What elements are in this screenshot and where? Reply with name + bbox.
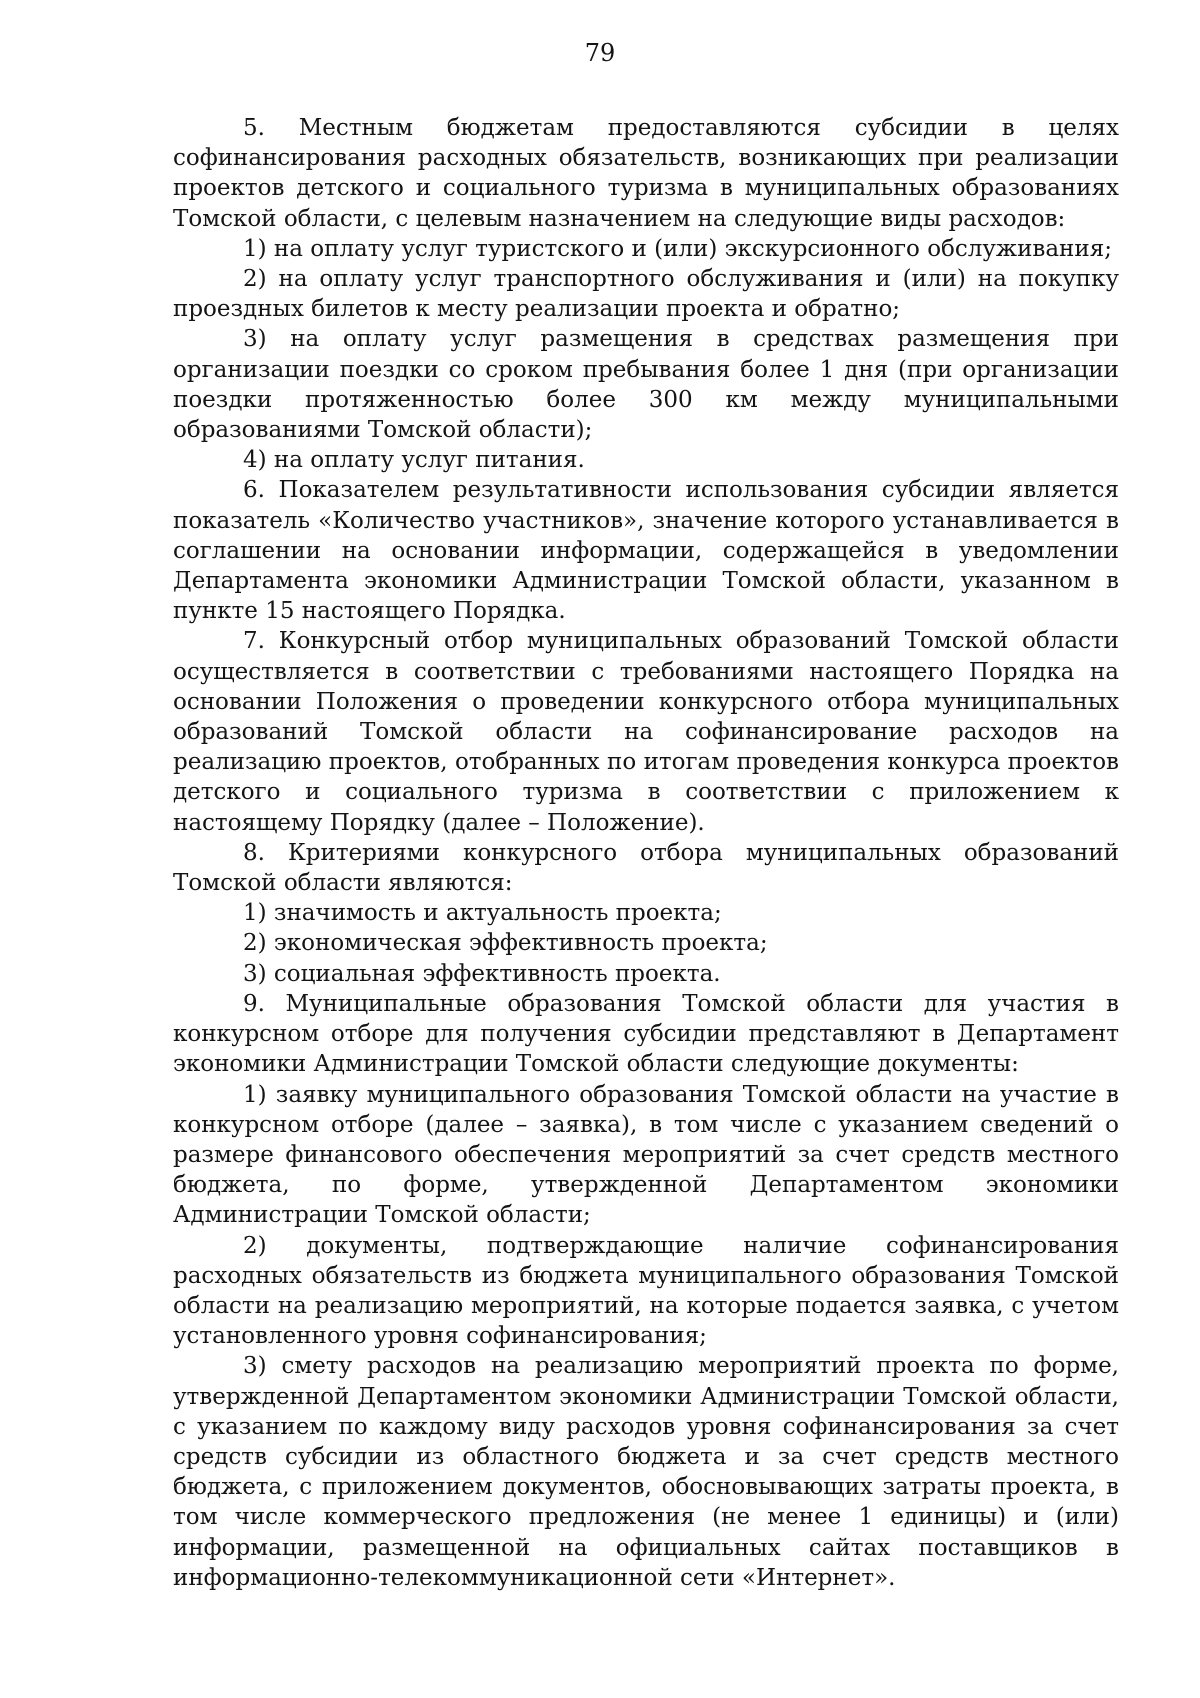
- paragraph-6: 6. Показателем результативности использования субсидии является показатель «Количество участников», значение которого устанавливается в соглашении на основании информации, содержащейся в уведомлении Департамента экономики Администрации Томской области, указанном в пункте 15 настоящего Порядка.: [173, 477, 1119, 625]
- paragraph-9-item-3: 3) смету расходов на реализацию мероприятий проекта по форме, утвержденной Департаментом экономики Администрации Томской области, с указанием по каждому виду расходов уровня софинансирования за счет средств субсидии из областного бюджета и за счет средств местного бюджета, с приложением документов, обосновывающих затраты проекта, в том числе коммерческого предложения (не менее 1 единицы) и (или) информации, размещенной на официальных сайтах поставщиков в информационно-телекоммуникационной сети «Интернет».: [173, 1353, 1119, 1591]
- paragraph-9-item-2: 2) документы, подтверждающие наличие софинансирования расходных обязательств из бюджета муниципального образования Томской области на реализацию мероприятий, на которые подается заявка, с учетом установленного уровня софинансирования;: [173, 1232, 1119, 1350]
- paragraph-9-item-1: 1) заявку муниципального образования Томской области на участие в конкурсном отборе (далее – заявка), в том числе с указанием сведений о размере финансового обеспечения мероприятий за счет средств местного бюджета, по форме, утвержденной Департаментом экономики Администрации Томской области;: [173, 1081, 1119, 1229]
- paragraph-5-item-4: 4) на оплату услуг питания.: [243, 447, 585, 474]
- paragraph-8: 8. Критериями конкурсного отбора муниципальных образований Томской области являются:: [173, 839, 1119, 897]
- paragraph-9: 9. Муниципальные образования Томской области для участия в конкурсном отборе для получения субсидии представляют в Департамент экономики Администрации Томской области следующие документы:: [173, 990, 1119, 1078]
- document-body: [173, 113, 1119, 1593]
- page-number: 79: [584, 39, 616, 67]
- paragraph-5-item-3: 3) на оплату услуг размещения в средствах размещения при организации поездки со сроком пребывания более 1 дня (при организации поездки протяженностью более 300 км между муниципальными образованиями Томской области);: [173, 326, 1119, 444]
- paragraph-8-item-2: 2) экономическая эффективность проекта;: [243, 930, 768, 957]
- paragraph-5-item-1: 1) на оплату услуг туристского и (или) экскурсионного обслуживания;: [243, 235, 1112, 262]
- paragraph-8-item-3: 3) социальная эффективность проекта.: [243, 960, 721, 987]
- paragraph-7: 7. Конкурсный отбор муниципальных образований Томской области осуществляется в соответствии с требованиями настоящего Порядка на основании Положения о проведении конкурсного отбора муниципальных образований Томской области на софинансирование расходов на реализацию проектов, отобранных по итогам проведения конкурса проектов детского и социального туризма в соответствии с приложением к настоящему Порядку (далее – Положение).: [173, 628, 1119, 836]
- paragraph-5: 5. Местным бюджетам предоставляются субсидии в целях софинансирования расходных обязательств, возникающих при реализации проектов детского и социального туризма в муниципальных образованиях Томской области, с целевым назначением на следующие виды расходов:: [173, 115, 1119, 232]
- paragraph-5-item-2: 2) на оплату услуг транспортного обслуживания и (или) на покупку проездных билетов к месту реализации проекта и обратно;: [173, 266, 1119, 323]
- paragraph-8-item-1: 1) значимость и актуальность проекта;: [243, 900, 722, 927]
